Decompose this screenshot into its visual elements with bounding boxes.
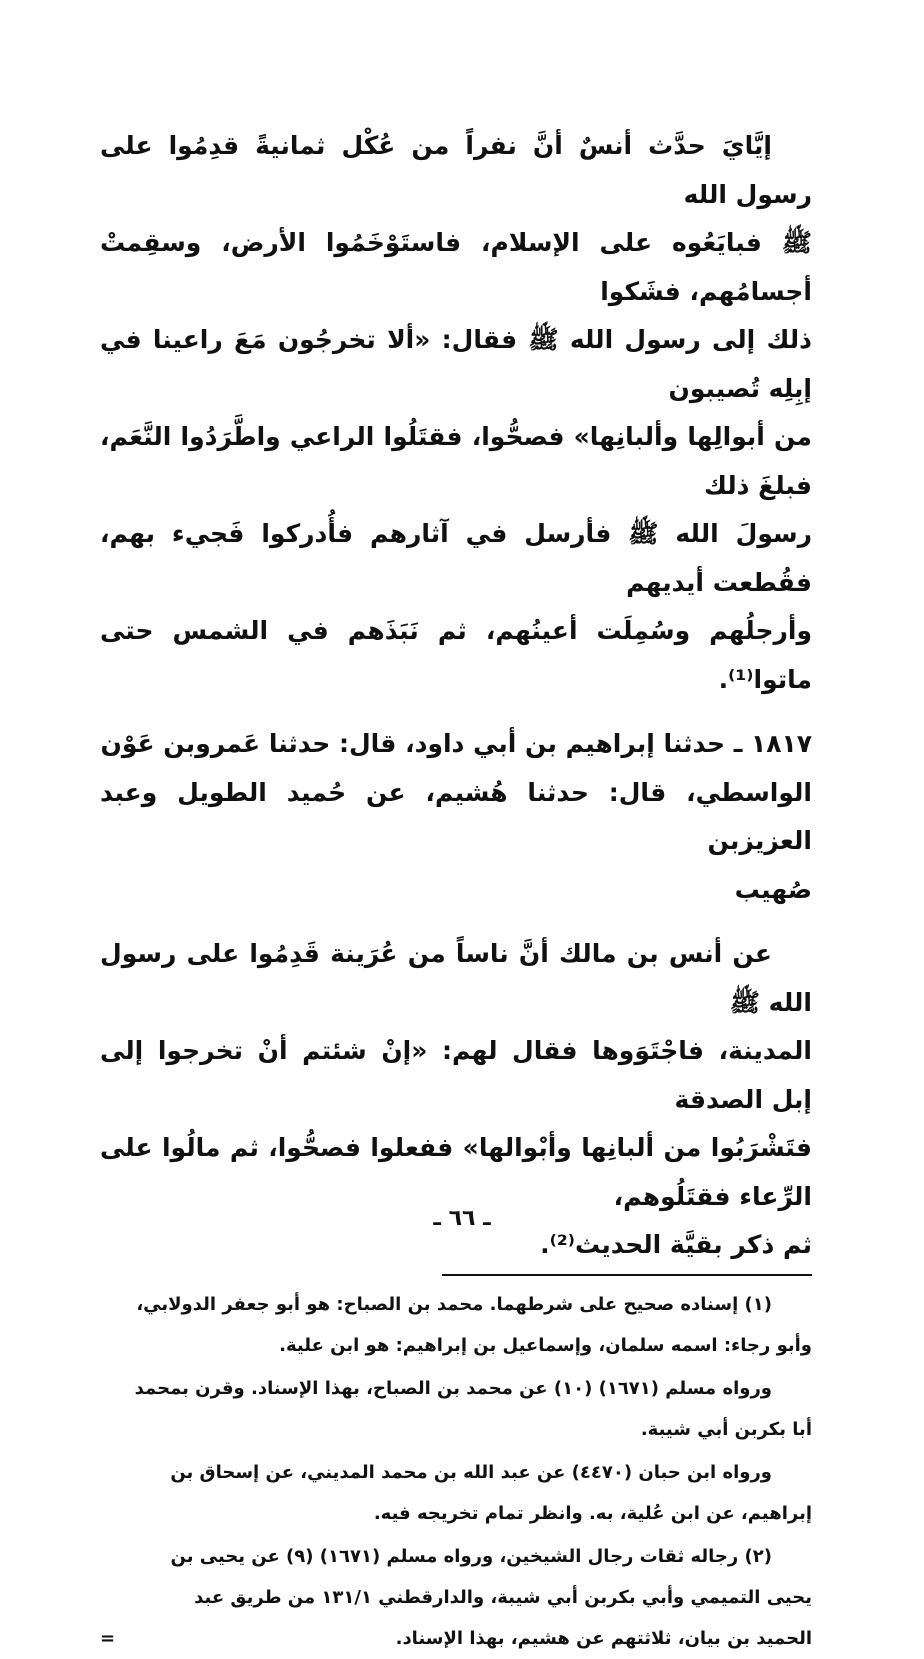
paragraph-3-line-2: المدينة، فاجْتَوَوها فقال لهم: «إنْ شئتم أنْ تخرجوا إلى إبل الصدقة <box>100 1036 812 1114</box>
paragraph-1-line-5: رسولَ الله ﷺ فأرسل في آثارهم فأُدركوا فَجيء بهم، فقُطعت أيديهم <box>100 519 812 597</box>
footnote-1b-line-1: ورواه مسلم (١٦٧١) (١٠) عن محمد بن الصباح، بهذا الإسناد. وقرن بمحمد <box>134 1377 772 1399</box>
footnote-2-line-1: (٢) رجاله ثقات رجال الشيخين، ورواه مسلم (١٦٧١) (٩) عن يحيى بن <box>170 1545 772 1567</box>
paragraph-1-line-2: ﷺ فبايَعُوه على الإسلام، فاستَوْخَمُوا الأرض، وسقِمتْ أجسامُهم، فشَكوا <box>100 228 812 306</box>
footnotes <box>100 1284 812 1659</box>
paragraph-1-line-6: وأرجلُهم وسُمِلَت أعينُهم، ثم نَبَذَهم في الشمس حتى ماتوا⁽¹⁾. <box>100 616 812 694</box>
paragraph-3-line-3: فتَشْرَبُوا من ألبانِها وأبْوالها» ففعلوا فصحُّوا، ثم مالُوا على الرِّعاء فقتَلُوهم، <box>100 1133 812 1211</box>
paragraph-1-line-3: ذلك إلى رسول الله ﷺ فقال: «ألا تخرجُون مَعَ راعينا في إبِلِه تُصيبون <box>100 325 812 403</box>
paragraph-2-line-2: الواسطي، قال: حدثنا هُشيم، عن حُميد الطويل وعبد العزيزبن <box>100 777 812 855</box>
footnote-1c-line-1: ورواه ابن حبان (٤٤٧٠) عن عبد الله بن محمد المديني، عن إسحاق بن <box>170 1461 772 1483</box>
footnote-1b-line-2: أبا بكربن أبي شيبة. <box>640 1418 812 1440</box>
paragraph-3-line-1: عن أنس بن مالك أنَّ ناساً من عُرَينة قَدِمُوا على رسول الله ﷺ <box>100 939 812 1017</box>
continuation-mark: = <box>100 1627 116 1649</box>
hadith-number-line: ١٨١٧ ـ حدثنا إبراهيم بن أبي داود، قال: حدثنا عَمروبن عَوْن <box>100 729 812 758</box>
footnote-2-line-2: يحيى التميمي وأبي بكربن أبي شيبة، والدارقطني ١٣١/١ من طريق عبد <box>194 1586 812 1608</box>
footnote-2-line-3 <box>100 1618 812 1659</box>
footnote-separator <box>100 1270 812 1284</box>
paragraph-1-line-4: من أبوالِها وألبانِها» فصحُّوا، فقتَلُوا الراعي واطَّرَدُوا النَّعَم، فبلغَ ذلك <box>100 422 812 500</box>
footnote-1-line-2: وأبو رجاء: اسمه سلمان، وإسماعيل بن إبراهيم: هو ابن علية. <box>279 1334 812 1356</box>
main-text <box>100 122 812 1270</box>
paragraph-2-line-3: صُهيب <box>734 874 812 904</box>
paragraph-3-line-4: ثم ذكر بقيَّة الحديث⁽²⁾. <box>540 1230 812 1259</box>
footnote-2-line-3-text: الحميد بن بيان، ثلاثتهم عن هشيم، بهذا الإسناد. <box>395 1627 812 1649</box>
page-body <box>100 122 812 1659</box>
page-number: ـ ٦٦ ـ <box>433 1206 491 1231</box>
paragraph-1-line-1: إيَّايَ حدَّث أنسٌ أنَّ نفراً من عُكْل ثمانيةً قدِمُوا على رسول الله <box>100 131 812 209</box>
footnote-1c-line-2: إبراهيم، عن ابن عُلية، به. وانظر تمام تخريجه فيه. <box>373 1502 812 1524</box>
footnote-1-line-1: (١) إسناده صحيح على شرطهما. محمد بن الصباح: هو أبو جعفر الدولابي، <box>136 1293 772 1315</box>
